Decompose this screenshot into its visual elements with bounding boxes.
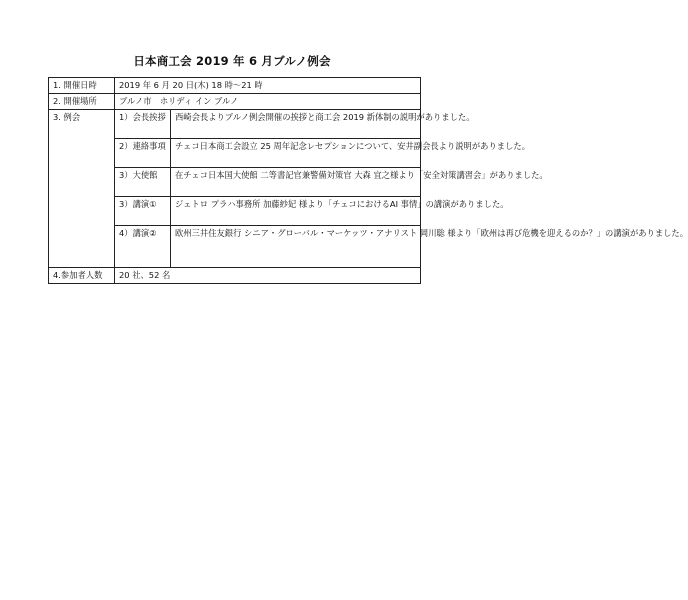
row-attendees [49, 268, 421, 284]
meeting-item-title: 2）連絡事項 [115, 139, 171, 168]
minutes-table [48, 77, 688, 284]
meeting-item-text: チェコ日本商工会設立 25 周年記念レセプションについて、安井副会長より説明がありました。 [171, 139, 421, 168]
meeting-item-text: 在チェコ日本国大使館 二等書記官兼警備対策官 大森 宜之様より「安全対策講習会」がありました。 [171, 168, 421, 197]
meeting-item-text: ジェトロ プラハ事務所 加藤紗妃 様より「チェコにおけるAI 事情」の講演がありました。 [171, 197, 421, 226]
attendees-value: 20 社、52 名 [115, 268, 421, 284]
document-title: 日本商工会 2019 年 6 月ブルノ例会 [133, 54, 331, 68]
meeting-label: 3. 例会 [49, 110, 115, 268]
row-meeting-item [49, 110, 421, 139]
row-date [49, 78, 421, 94]
date-label: 1. 開催日時 [49, 78, 115, 94]
meeting-item-title: 3）講演① [115, 197, 171, 226]
date-value: 2019 年 6 月 20 日(木) 18 時～21 時 [115, 78, 421, 94]
attendees-label: 4.参加者人数 [49, 268, 115, 284]
meeting-item-title: 1）会長挨拶 [115, 110, 171, 139]
meeting-item-title: 4）講演② [115, 226, 171, 268]
venue-label: 2. 開催場所 [49, 94, 115, 110]
meeting-item-text: 欧州三井住友銀行 シニア・グローバル・マーケッツ・アナリスト 岡川聡 様より「欧州は再び危機を迎えるのか？」の講演がありました。 [171, 226, 421, 268]
row-venue [49, 94, 421, 110]
meeting-item-text: 西崎会長よりブルノ例会開催の挨拶と商工会 2019 新体制の説明がありました。 [171, 110, 421, 139]
meeting-item-title: 3）大使館 [115, 168, 171, 197]
venue-value: ブルノ市 ホリディ イン ブルノ [115, 94, 421, 110]
